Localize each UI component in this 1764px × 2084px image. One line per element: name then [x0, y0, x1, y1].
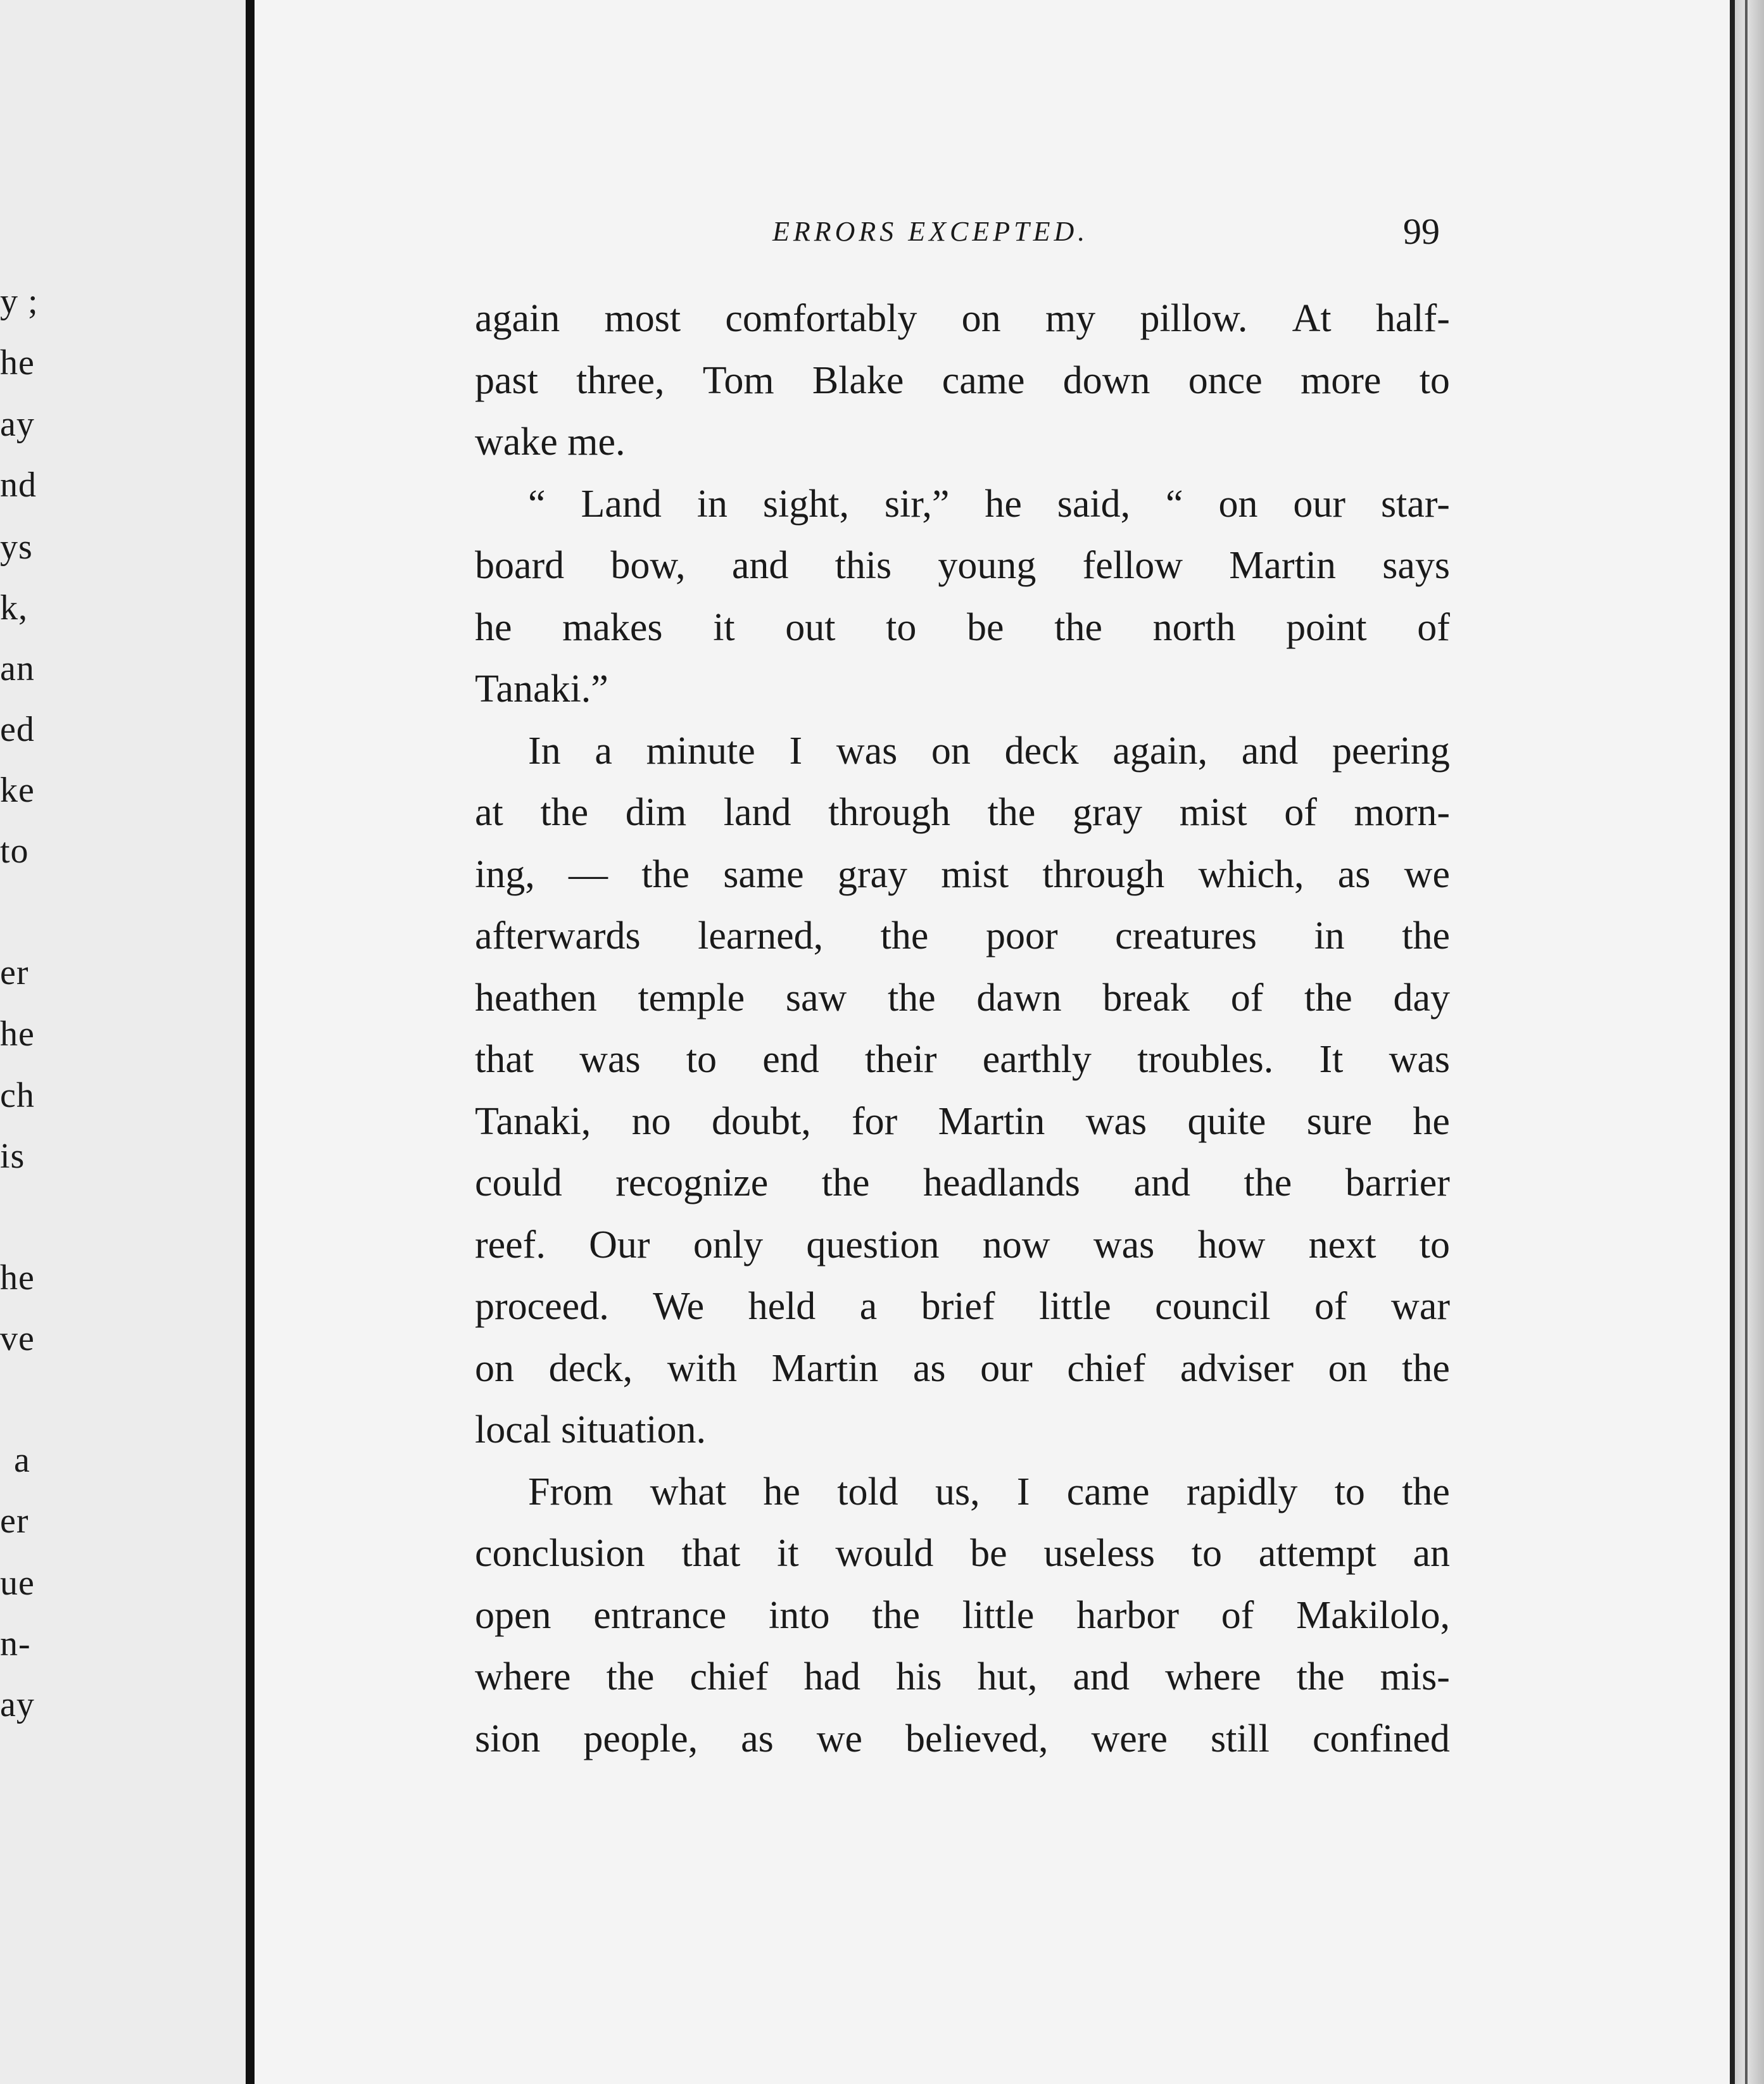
word: with — [667, 1346, 737, 1390]
word: same — [723, 852, 804, 896]
word: came — [1066, 1470, 1150, 1513]
word: sion — [475, 1717, 541, 1760]
word: confined — [1312, 1717, 1450, 1760]
word: little — [1039, 1285, 1111, 1328]
word: of — [1417, 605, 1450, 649]
word: creatures — [1115, 914, 1257, 957]
word: Martin — [938, 1099, 1045, 1143]
word: reef. — [475, 1223, 546, 1266]
word: it — [777, 1532, 799, 1575]
word: the — [821, 1161, 870, 1204]
word: he — [985, 482, 1022, 526]
text-line — [475, 1708, 1450, 1771]
word: harbor — [1076, 1593, 1179, 1637]
word: the — [641, 852, 690, 896]
word: once — [1188, 358, 1263, 402]
word: sure — [1306, 1099, 1373, 1143]
word: how — [1197, 1223, 1266, 1266]
word: to — [1191, 1532, 1222, 1575]
word: again — [475, 297, 560, 340]
word: our — [980, 1346, 1033, 1390]
word: came — [942, 358, 1025, 402]
text-line — [475, 597, 1450, 659]
text-line: Tanaki.” — [475, 667, 608, 710]
word: young — [938, 544, 1036, 587]
word: board — [475, 544, 565, 587]
word: war — [1391, 1285, 1450, 1328]
text-line — [475, 1215, 1450, 1277]
word: Tanaki, — [475, 1099, 591, 1143]
left-page-fragment: to — [0, 831, 29, 871]
word: the — [1296, 1655, 1345, 1698]
word: morn- — [1354, 791, 1450, 834]
word: useless — [1043, 1532, 1155, 1575]
text-line: local situation. — [475, 1408, 707, 1451]
left-page-fragment: is — [0, 1137, 25, 1176]
word: would — [835, 1532, 934, 1575]
word: my — [1045, 297, 1096, 340]
word: on — [1218, 482, 1258, 526]
word: half- — [1375, 297, 1450, 340]
word: and — [1073, 1655, 1130, 1698]
word: as — [741, 1717, 774, 1760]
word: recognize — [615, 1161, 769, 1204]
word: comfortably — [725, 297, 917, 340]
word: gray — [837, 852, 908, 896]
word: his — [896, 1655, 942, 1698]
word: bow, — [610, 544, 686, 587]
word: dawn — [976, 976, 1062, 1020]
word: had — [803, 1655, 861, 1698]
word: through — [828, 791, 951, 834]
text-line — [475, 535, 1450, 597]
word: to — [886, 605, 917, 649]
page-edge-line — [1745, 0, 1748, 2084]
word: fellow — [1082, 544, 1183, 587]
word: an — [1413, 1532, 1450, 1575]
word: he — [763, 1470, 800, 1513]
text-line — [475, 1338, 1450, 1400]
text-line — [475, 474, 1450, 536]
left-facing-page — [0, 0, 247, 2084]
word: little — [962, 1593, 1035, 1637]
word: hut, — [977, 1655, 1038, 1698]
word: heathen — [475, 976, 597, 1020]
word: the — [1402, 1470, 1450, 1513]
word: proceed. — [475, 1285, 609, 1328]
word: of — [1284, 791, 1317, 834]
word: learned, — [698, 914, 824, 957]
word: I — [1016, 1470, 1030, 1513]
word: in — [696, 482, 728, 526]
word: to — [1419, 358, 1450, 402]
word: of — [1314, 1285, 1347, 1328]
word: still — [1210, 1717, 1269, 1760]
word: Land — [581, 482, 662, 526]
word: we — [816, 1717, 863, 1760]
text-line — [475, 906, 1450, 968]
word: chief — [1067, 1346, 1146, 1390]
word: “ — [528, 482, 546, 526]
word: was — [1093, 1223, 1155, 1266]
word: rapidly — [1186, 1470, 1298, 1513]
word: brief — [921, 1285, 995, 1328]
word: on — [475, 1346, 514, 1390]
left-page-fragment: a — [14, 1441, 30, 1480]
word: of — [1221, 1593, 1254, 1637]
book-gutter — [246, 0, 255, 2084]
word: the — [887, 976, 936, 1020]
word: of — [1230, 976, 1264, 1020]
text-line — [475, 721, 1450, 783]
word: saw — [785, 976, 847, 1020]
body-text — [475, 288, 1450, 1770]
left-page-fragment: nd — [0, 465, 37, 505]
left-page-fragment: he — [0, 1014, 35, 1054]
word: a — [595, 729, 612, 773]
word: gray — [1072, 791, 1143, 834]
word: for — [852, 1099, 898, 1143]
word: pillow. — [1140, 297, 1248, 340]
word: now — [982, 1223, 1050, 1266]
word: held — [748, 1285, 816, 1328]
word: dim — [625, 791, 687, 834]
word: the — [540, 791, 589, 834]
word: says — [1382, 544, 1450, 587]
word: more — [1301, 358, 1382, 402]
word: their — [864, 1038, 937, 1081]
word: it — [713, 605, 735, 649]
word: Tom — [702, 358, 774, 402]
word: attempt — [1258, 1532, 1377, 1575]
word: adviser — [1180, 1346, 1294, 1390]
word: poor — [985, 914, 1058, 957]
page-number: 99 — [1403, 211, 1440, 252]
word: mist — [1179, 791, 1247, 834]
word: on — [961, 297, 1001, 340]
text-line — [475, 1091, 1450, 1153]
word: mist — [941, 852, 1009, 896]
text-line — [475, 1276, 1450, 1338]
word: sir,” — [884, 482, 950, 526]
word: to — [1419, 1223, 1450, 1266]
left-page-text-fragments — [0, 0, 51, 2084]
word: troubles. — [1137, 1038, 1274, 1081]
word: mis- — [1380, 1655, 1450, 1698]
left-page-fragment: ay — [0, 405, 35, 444]
word: people, — [583, 1717, 698, 1760]
word: at — [475, 791, 503, 834]
word: was — [1085, 1099, 1147, 1143]
word: point — [1286, 605, 1367, 649]
word: the — [606, 1655, 655, 1698]
word: the — [987, 791, 1036, 834]
word: into — [769, 1593, 830, 1637]
word: sight, — [762, 482, 849, 526]
word: chief — [690, 1655, 769, 1698]
text-line — [475, 1462, 1450, 1524]
word: us, — [935, 1470, 980, 1513]
word: and — [731, 544, 789, 587]
word: be — [967, 605, 1004, 649]
word: be — [970, 1532, 1007, 1575]
text-line — [475, 1646, 1450, 1708]
left-page-fragment: er — [0, 1501, 29, 1541]
word: Makilolo, — [1296, 1593, 1450, 1637]
word: out — [785, 605, 836, 649]
word: In — [528, 729, 561, 773]
text-line — [475, 1153, 1450, 1215]
word: the — [872, 1593, 920, 1637]
left-page-fragment: ch — [0, 1076, 35, 1115]
word: end — [762, 1038, 819, 1081]
word: entrance — [593, 1593, 727, 1637]
word: what — [650, 1470, 727, 1513]
text-line — [475, 350, 1450, 412]
word: believed, — [905, 1717, 1049, 1760]
left-page-fragment: y ; — [0, 282, 39, 321]
word: We — [653, 1285, 705, 1328]
word: day — [1393, 976, 1450, 1020]
left-page-fragment: ay — [0, 1685, 35, 1724]
word: through — [1042, 852, 1165, 896]
word: past — [475, 358, 538, 402]
word: to — [1334, 1470, 1365, 1513]
word: At — [1292, 297, 1332, 340]
word: afterwards — [475, 914, 641, 957]
word: and — [1133, 1161, 1190, 1204]
left-page-fragment: an — [0, 649, 35, 688]
word: were — [1091, 1717, 1168, 1760]
word: a — [859, 1285, 878, 1328]
left-page-fragment: he — [0, 343, 35, 382]
word: only — [693, 1223, 764, 1266]
text-line: wake me. — [475, 420, 626, 464]
word: ing, — [475, 852, 535, 896]
left-page-fragment: ke — [0, 771, 35, 810]
word: on — [1328, 1346, 1368, 1390]
word: conclusion — [475, 1532, 645, 1575]
word: in — [1314, 914, 1345, 957]
word: Our — [589, 1223, 650, 1266]
text-line — [475, 1029, 1450, 1091]
text-line — [475, 1585, 1450, 1647]
word: where — [475, 1655, 571, 1698]
text-line — [475, 782, 1450, 844]
word: council — [1155, 1285, 1271, 1328]
word: no — [631, 1099, 671, 1143]
word: the — [1244, 1161, 1292, 1204]
word: down — [1062, 358, 1150, 402]
word: where — [1165, 1655, 1261, 1698]
word: the — [1304, 976, 1352, 1020]
word: said, — [1057, 482, 1131, 526]
left-page-fragment: ed — [0, 710, 35, 749]
word: he — [475, 605, 512, 649]
word: minute — [646, 729, 755, 773]
word: we — [1404, 852, 1450, 896]
word: headlands — [923, 1161, 1080, 1204]
word: and — [1241, 729, 1299, 773]
word: could — [475, 1161, 562, 1204]
text-line — [475, 1523, 1450, 1585]
word: the — [1054, 605, 1102, 649]
word: next — [1308, 1223, 1377, 1266]
word: told — [837, 1470, 898, 1513]
word: From — [528, 1470, 614, 1513]
page-edge-shadow — [1735, 0, 1764, 2084]
word: that — [681, 1532, 741, 1575]
left-page-fragment: he — [0, 1258, 35, 1298]
word: Blake — [812, 358, 904, 402]
left-page-fragment: ve — [0, 1319, 35, 1358]
word: question — [806, 1223, 940, 1266]
running-head: ERRORS EXCEPTED. — [772, 216, 1089, 247]
word: It — [1319, 1038, 1344, 1081]
word: our — [1293, 482, 1346, 526]
word: the — [880, 914, 929, 957]
word: the — [1402, 1346, 1450, 1390]
word: open — [475, 1593, 551, 1637]
word: again, — [1112, 729, 1208, 773]
word: quite — [1187, 1099, 1266, 1143]
word: I — [789, 729, 803, 773]
word: he — [1413, 1099, 1450, 1143]
text-line — [475, 844, 1450, 906]
word: to — [686, 1038, 717, 1081]
word: doubt, — [711, 1099, 811, 1143]
word: the — [1402, 914, 1450, 957]
word: earthly — [982, 1038, 1092, 1081]
word: most — [604, 297, 681, 340]
word: north — [1152, 605, 1236, 649]
word: break — [1102, 976, 1190, 1020]
word: land — [723, 791, 791, 834]
left-page-fragment: k, — [0, 588, 28, 628]
word: which, — [1198, 852, 1304, 896]
word: peering — [1332, 729, 1450, 773]
word: Martin — [771, 1346, 879, 1390]
word: three, — [576, 358, 665, 402]
left-page-fragment: ue — [0, 1563, 35, 1603]
word: was — [579, 1038, 641, 1081]
page-edge — [1730, 0, 1735, 2084]
text-line — [475, 288, 1450, 350]
word: deck — [1004, 729, 1079, 773]
word: was — [1389, 1038, 1450, 1081]
word: makes — [562, 605, 663, 649]
word: this — [835, 544, 892, 587]
left-page-fragment: n- — [0, 1624, 31, 1664]
word: as — [912, 1346, 946, 1390]
word: temple — [638, 976, 745, 1020]
word: — — [568, 852, 608, 896]
word: as — [1337, 852, 1371, 896]
word: deck, — [548, 1346, 633, 1390]
word: “ — [1166, 482, 1183, 526]
left-page-fragment: er — [0, 953, 29, 992]
text-line — [475, 968, 1450, 1030]
word: was — [836, 729, 898, 773]
word: star- — [1380, 482, 1450, 526]
word: barrier — [1345, 1161, 1450, 1204]
word: Martin — [1229, 544, 1336, 587]
word: on — [931, 729, 971, 773]
word: that — [475, 1038, 534, 1081]
left-page-fragment: ys — [0, 527, 33, 567]
